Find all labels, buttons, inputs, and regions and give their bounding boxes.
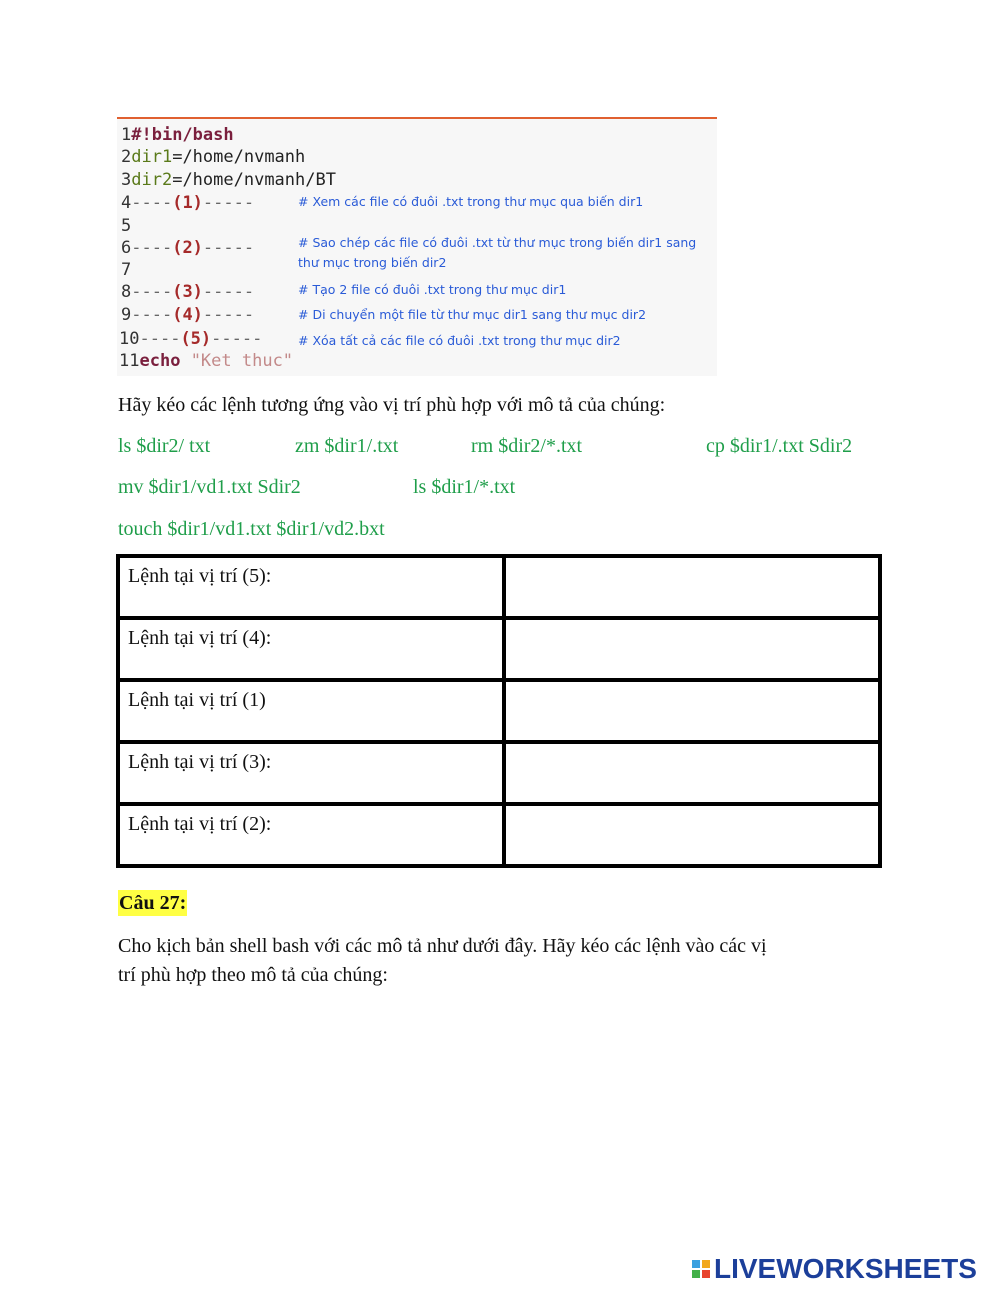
option-touch-dir1[interactable]: touch $dir1/vd1.txt $dir1/vd2.bxt <box>118 518 385 540</box>
row-label-3: Lệnh tại vị trí (3): <box>118 742 504 804</box>
option-mv-dir1[interactable]: mv $dir1/vd1.txt Sdir2 <box>118 476 301 498</box>
drop-zone-2[interactable] <box>504 804 880 866</box>
row-label-5: Lệnh tại vị trí (5): <box>118 556 504 618</box>
row-label-2: Lệnh tại vị trí (2): <box>118 804 504 866</box>
code-comment-3: # Tạo 2 file có đuôi .txt trong thư mục dir1 <box>298 282 567 297</box>
code-line-3: 3dir2=/home/nvmanh/BT <box>121 170 336 190</box>
code-comment-2: # Sao chép các file có đuôi .txt từ thư mục trong biến dir1 sang <box>298 235 697 250</box>
drop-zone-3[interactable] <box>504 742 880 804</box>
code-comment-1: # Xem các file có đuôi .txt trong thư mục qua biến dir1 <box>298 194 644 209</box>
code-comment-5: # Xóa tất cả các file có đuôi .txt trong thư mục dir2 <box>298 333 621 348</box>
table-row <box>118 742 880 804</box>
logo-square-orange <box>702 1260 710 1268</box>
logo-square-green <box>692 1270 700 1278</box>
question-title: Câu 27: <box>119 892 187 914</box>
option-ls-dir1[interactable]: ls $dir1/*.txt <box>413 476 516 498</box>
table-row <box>118 556 880 618</box>
liveworksheets-logo-icon <box>692 1260 710 1278</box>
question-text-line-2: trí phù hợp theo mô tả của chúng: <box>118 964 388 986</box>
bash-script-image <box>117 117 717 376</box>
option-zm-dir1[interactable]: zm $dir1/.txt <box>295 435 399 457</box>
code-line-1: 1#!bin/bash <box>121 125 234 145</box>
code-line-11: 11echo "Ket thuc" <box>119 351 294 371</box>
row-label-4: Lệnh tại vị trí (4): <box>118 618 504 680</box>
liveworksheets-logo <box>692 1252 977 1286</box>
option-ls-dir2[interactable]: ls $dir2/ txt <box>118 435 211 457</box>
question-text-line-1: Cho kịch bản shell bash với các mô tả như dưới đây. Hãy kéo các lệnh vào các vị <box>118 935 767 957</box>
answer-table <box>116 554 882 868</box>
option-cp-dir1[interactable]: cp $dir1/.txt Sdir2 <box>706 435 853 457</box>
table-row <box>118 680 880 742</box>
logo-square-blue <box>692 1260 700 1268</box>
code-line-6: 6----(2)----- <box>121 238 255 258</box>
code-line-10: 10----(5)----- <box>119 329 263 349</box>
code-comment-2b: thư mục trong biến dir2 <box>298 255 447 270</box>
table-row <box>118 804 880 866</box>
drop-zone-4[interactable] <box>504 618 880 680</box>
logo-square-red <box>702 1270 710 1278</box>
code-line-9: 9----(4)----- <box>121 305 255 325</box>
code-line-4: 4----(1)----- <box>121 193 255 213</box>
code-line-8: 8----(3)----- <box>121 282 255 302</box>
code-line-2: 2dir1=/home/nvmanh <box>121 147 306 167</box>
option-rm-dir2[interactable]: rm $dir2/*.txt <box>471 435 583 457</box>
code-line-7: 7 <box>121 260 132 280</box>
drop-zone-1[interactable] <box>504 680 880 742</box>
instruction-text: Hãy kéo các lệnh tương ứng vào vị trí phù hợp với mô tả của chúng: <box>118 394 666 416</box>
table-row <box>118 618 880 680</box>
row-label-1: Lệnh tại vị trí (1) <box>118 680 504 742</box>
logo-text: LIVEWORKSHEETS <box>714 1253 977 1284</box>
code-line-5: 5 <box>121 216 132 236</box>
drop-zone-5[interactable] <box>504 556 880 618</box>
code-comment-4: # Di chuyển một file từ thư mục dir1 sang thư mục dir2 <box>298 307 647 322</box>
